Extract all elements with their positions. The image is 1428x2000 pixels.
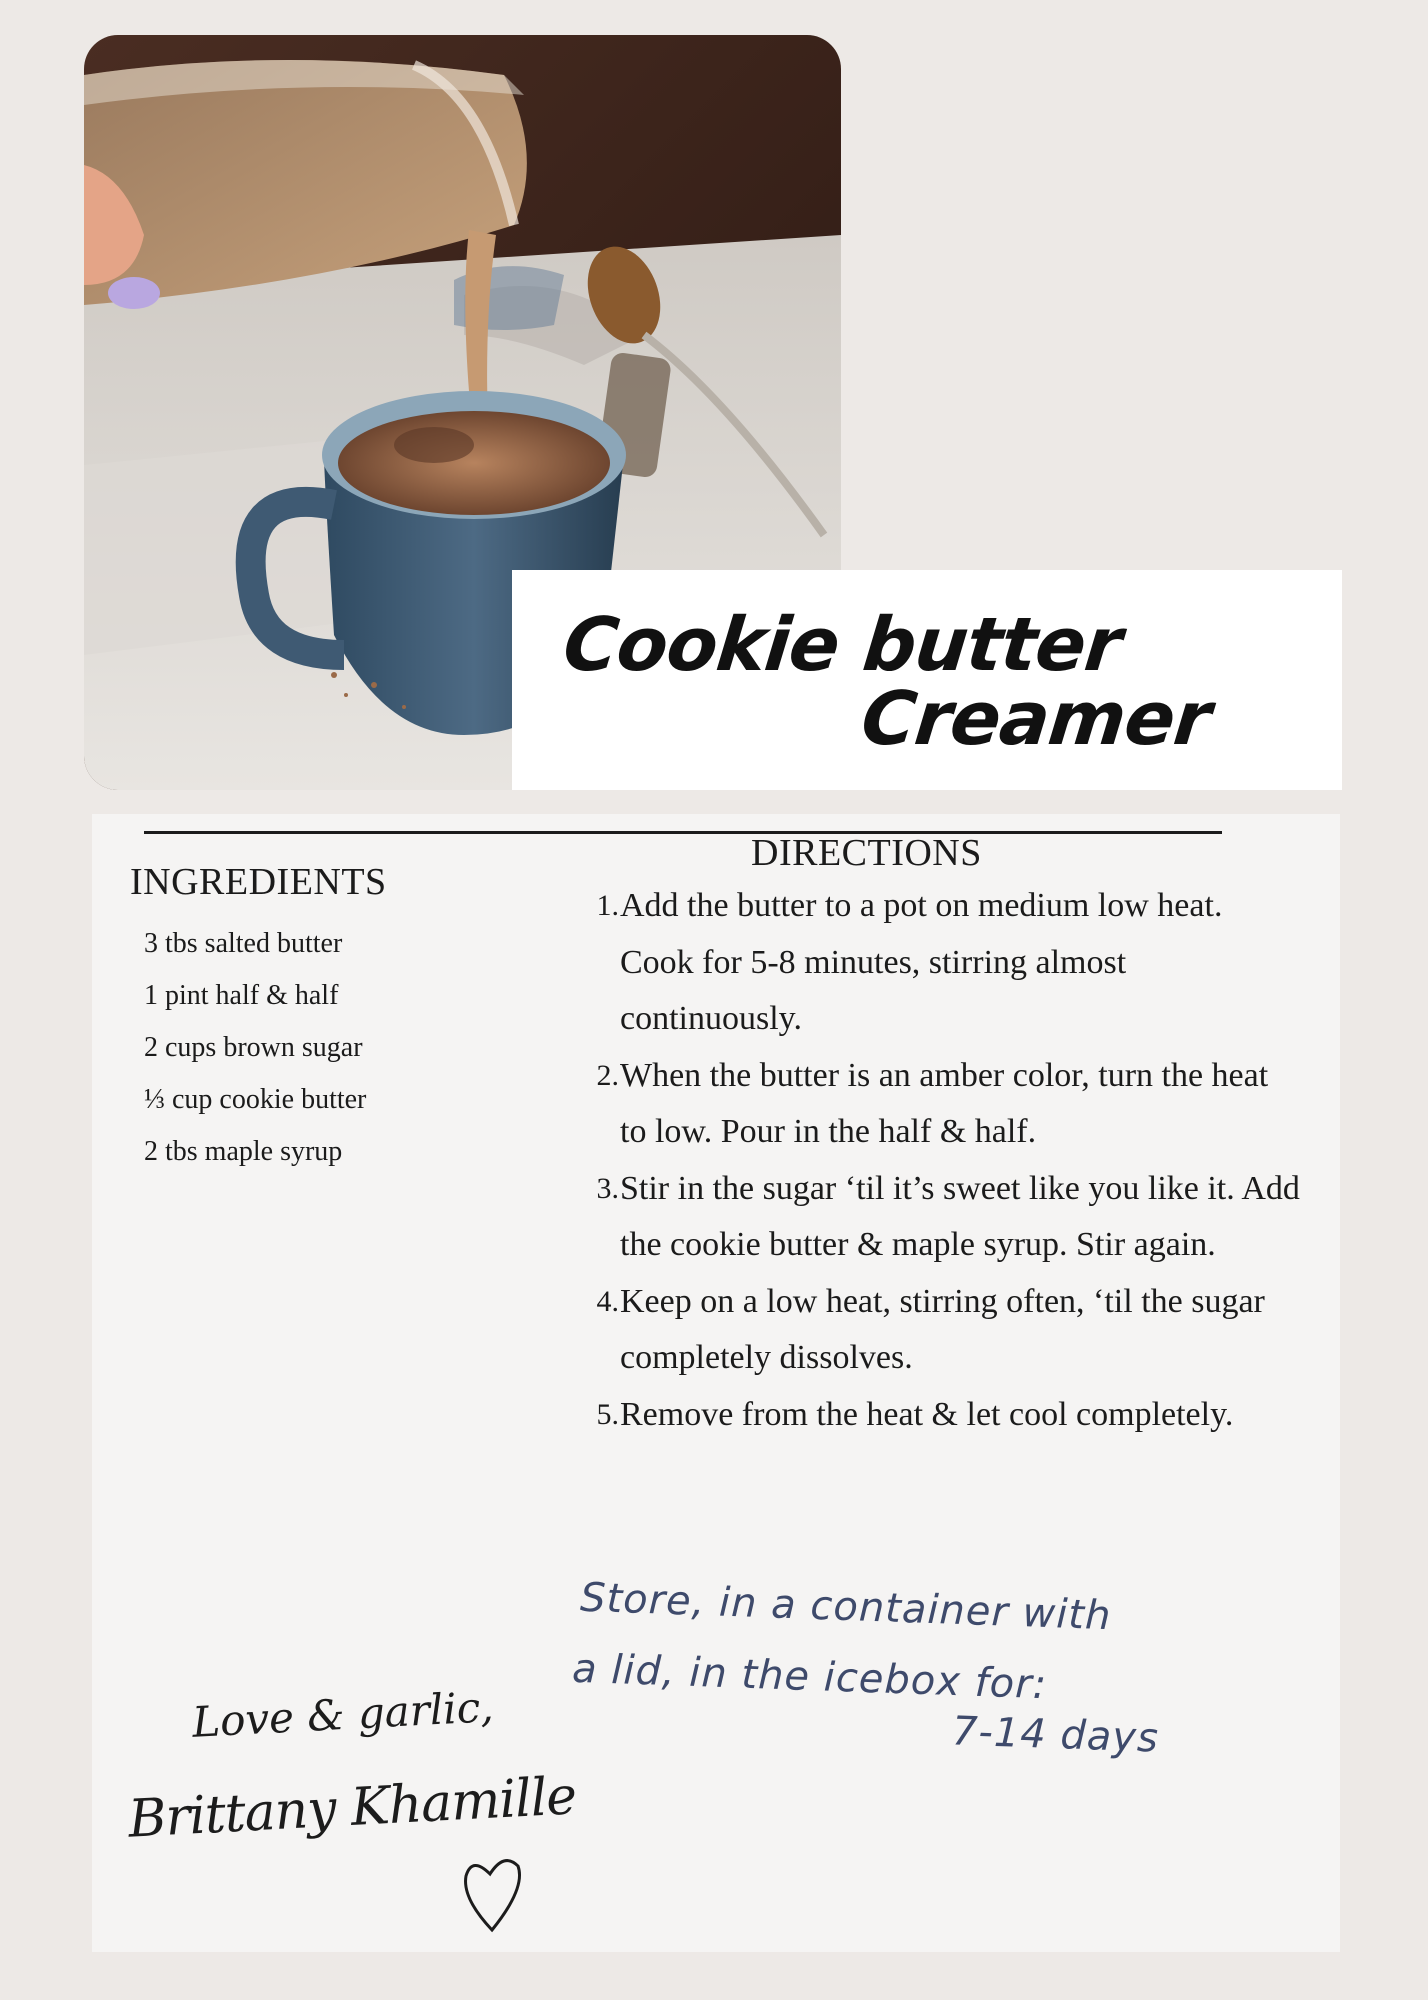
recipe-title-line1: Cookie butter — [559, 602, 1126, 688]
direction-step — [592, 1387, 1392, 1444]
ingredients-heading: INGREDIENTS — [130, 861, 387, 903]
storage-note-line3: 7-14 days — [951, 1708, 1160, 1762]
storage-note-line2: a lid, in the icebox for: — [571, 1645, 1048, 1709]
step-text: When the butter is an amber color, turn the heat to low. Pour in the half & half. — [620, 1056, 1269, 1150]
divider-rule — [144, 831, 1222, 834]
step-text: Keep on a low heat, stirring often, ‘til the sugar completely dissolves. — [620, 1282, 1265, 1376]
directions-list — [592, 878, 1392, 1443]
direction-step — [592, 1274, 1392, 1387]
direction-step — [592, 1161, 1392, 1274]
step-number: 4. — [596, 1284, 619, 1318]
step-number: 2. — [596, 1058, 619, 1092]
directions-heading: DIRECTIONS — [751, 832, 982, 874]
direction-step — [592, 878, 1392, 1048]
ingredient-item: 3 tbs salted butter — [144, 928, 343, 959]
step-text: Add the butter to a pot on medium low heat. Cook for 5-8 minutes, stirring almost continuously. — [620, 887, 1223, 1037]
title-card — [512, 570, 1342, 790]
direction-step — [592, 1048, 1392, 1161]
step-text: Remove from the heat & let cool completely. — [620, 1395, 1234, 1433]
recipe-card — [92, 814, 1340, 1952]
ingredients-list — [144, 918, 366, 1178]
heart-icon — [452, 1848, 532, 1938]
ingredient-item: 2 tbs maple syrup — [144, 1136, 343, 1167]
step-number: 3. — [596, 1171, 619, 1205]
step-number: 5. — [596, 1397, 619, 1431]
step-number: 1. — [596, 889, 619, 922]
step-text: Stir in the sugar ‘til it’s sweet like you like it. Add the cookie butter & maple syrup. Stir again. — [620, 1169, 1300, 1263]
storage-note-line1: Store, in a container with — [579, 1574, 1113, 1640]
ingredient-item: 2 cups brown sugar — [144, 1032, 363, 1063]
recipe-title-line2: Creamer — [857, 676, 1215, 762]
signature-name: Brittany Khamille — [126, 1766, 578, 1850]
ingredient-item: ⅓ cup cookie butter — [144, 1084, 367, 1115]
signature-greeting: Love & garlic, — [190, 1682, 495, 1747]
ingredient-item: 1 pint half & half — [144, 980, 339, 1011]
